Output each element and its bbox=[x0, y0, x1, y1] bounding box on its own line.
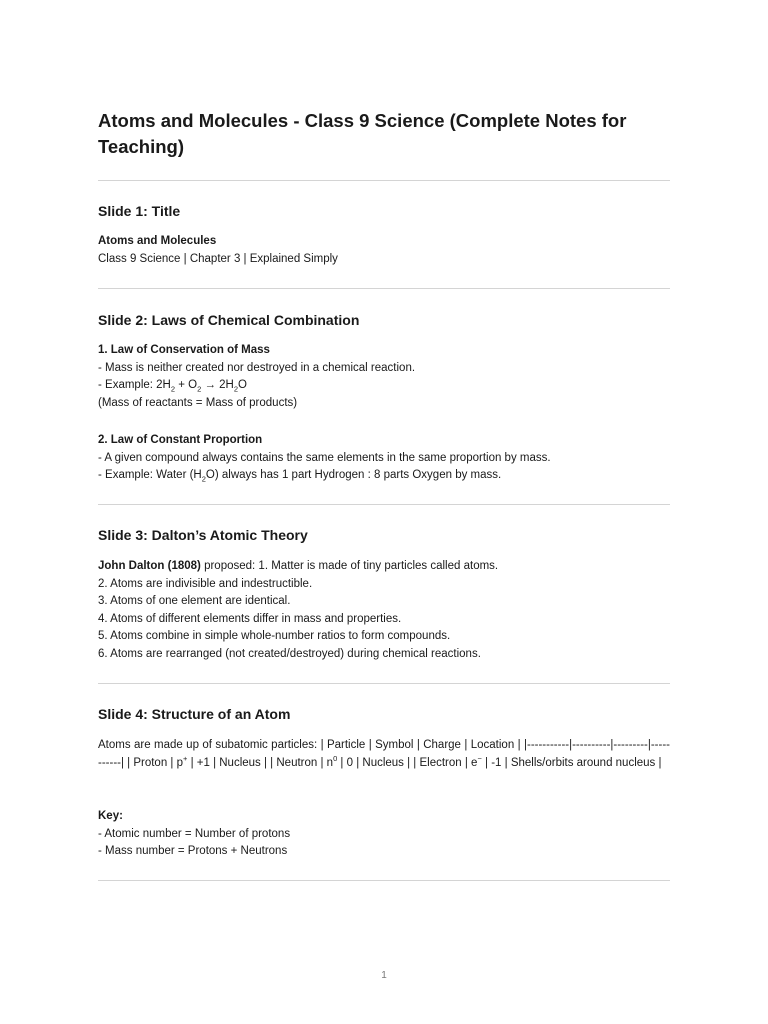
law1-block bbox=[98, 342, 670, 412]
slide4-heading: Slide 4: Structure of an Atom bbox=[98, 706, 291, 722]
slide1-tagline: Class 9 Science | Chapter 3 | Explained Simply bbox=[98, 252, 338, 265]
law1-title: 1. Law of Conservation of Mass bbox=[98, 344, 270, 356]
law1-note: (Mass of reactants = Mass of products) bbox=[98, 396, 298, 409]
law2-block bbox=[98, 432, 670, 485]
subatomic-particles-paragraph: Atoms are made up of subatomic particles: | Particle | Symbol | Charge | Location | |-----------|----------|---------|-----------| | Proton | p+ | +1 | Nucleus | | Neutron | $n^0$ | 0 | Nucleus | | Electron | e− | -1 | Shells/orbits around nucleus | bbox=[98, 739, 670, 769]
slide2-heading: Slide 2: Laws of Chemical Combination bbox=[98, 312, 360, 328]
law1-example: - Example: $2H_2 + O_2 \to 2H_2O$ bbox=[98, 379, 247, 394]
divider bbox=[98, 504, 670, 505]
page-number: 1 bbox=[381, 970, 387, 981]
slide1-subtitle: Atoms and Molecules bbox=[98, 235, 217, 247]
list-item: 4. Atoms of different elements differ in mass and properties. bbox=[98, 612, 402, 625]
dalton-theory-list bbox=[98, 558, 670, 663]
law2-title: 2. Law of Constant Proportion bbox=[98, 434, 263, 446]
divider bbox=[98, 288, 670, 289]
law2-statement: - A given compound always contains the same elements in the same proportion by mass. bbox=[98, 451, 551, 464]
key-item: - Atomic number = Number of protons bbox=[98, 827, 291, 840]
divider bbox=[98, 880, 670, 881]
dalton-intro: John Dalton (1808) proposed: 1. Matter is made of tiny particles called atoms. bbox=[98, 560, 499, 572]
divider bbox=[98, 683, 670, 684]
key-block bbox=[98, 808, 670, 861]
key-item: - Mass number = Protons + Neutrons bbox=[98, 845, 288, 857]
list-item: 3. Atoms of one element are identical. bbox=[98, 595, 291, 607]
key-label: Key: bbox=[98, 810, 123, 822]
document-title: Atoms and Molecules - Class 9 Science (Complete Notes for Teaching) bbox=[98, 110, 627, 157]
law1-statement: - Mass is neither created nor destroyed in a chemical reaction. bbox=[98, 361, 416, 374]
slide3-heading: Slide 3: Dalton’s Atomic Theory bbox=[98, 527, 308, 543]
list-item: 6. Atoms are rearranged (not created/destroyed) during chemical reactions. bbox=[98, 647, 481, 660]
list-item: 2. Atoms are indivisible and indestructible. bbox=[98, 577, 313, 590]
list-item: 5. Atoms combine in simple whole-number ratios to form compounds. bbox=[98, 630, 451, 642]
slide1-content bbox=[98, 233, 670, 268]
slide1-heading: Slide 1: Title bbox=[98, 203, 181, 219]
divider bbox=[98, 180, 670, 181]
law2-example: - Example: Water $(H_2O)$ always has 1 part Hydrogen : 8 parts Oxygen by mass. bbox=[98, 469, 502, 484]
